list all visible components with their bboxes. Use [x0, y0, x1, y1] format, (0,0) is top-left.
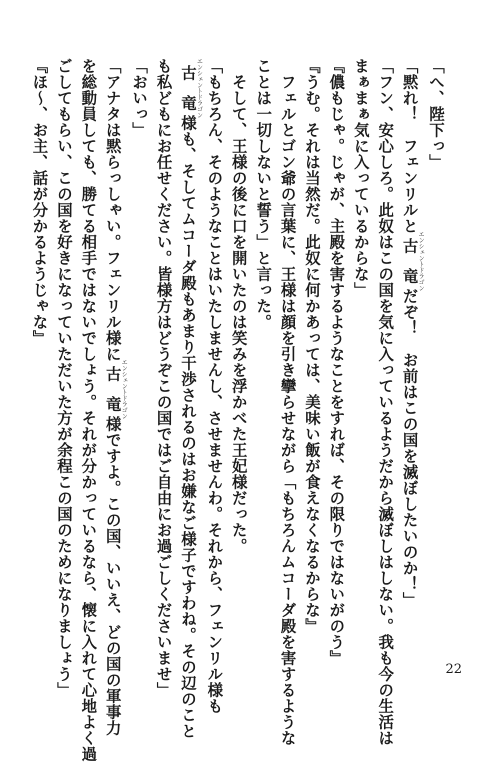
text-line-14 — [100, 58, 128, 736]
ruby-reading: エンシェントドラゴン — [120, 359, 128, 419]
text-line-8 — [251, 58, 275, 618]
line-text: ごしてもらい、この国を好きになっていただいた方が余程この国のためになりましょう」 — [54, 58, 73, 698]
line-text: 「へ、陛下っ」 — [427, 58, 445, 170]
text-line-1 — [424, 58, 448, 618]
line-text: 「おいっ」 — [130, 58, 149, 138]
text-line-9 — [226, 58, 250, 618]
line-text: 「もちろん、そのようなことはいたしませんし、させませんわ。それから、フェンリル様も — [205, 58, 224, 714]
text-line-4 — [348, 58, 372, 618]
ruby-ancient-dragon — [103, 359, 128, 419]
text-line-17 — [27, 58, 51, 618]
line-text: ことは一切しないと誓う」と言った。 — [254, 58, 273, 330]
text-line-16 — [52, 58, 76, 698]
ruby-reading: エンシェントドラゴン — [195, 58, 203, 118]
line-text: 「フン、安心しろ。此奴はこの国を気に入っているようだから滅ぼしはしない。我も今の生活は — [376, 58, 395, 746]
line-text: 『儂もじゃ。じゃが、主殿を害するようなことをすれば、その限りではないがのう』 — [327, 58, 346, 666]
ruby-base-char: 古 — [400, 231, 419, 268]
ruby-base-char: 古 — [103, 359, 122, 396]
line-text: 様ですよ。この国、いいえ、どの国の軍事力 — [103, 416, 122, 736]
text-line-2 — [397, 58, 423, 618]
text-line-10 — [202, 58, 226, 714]
text-line-5 — [324, 58, 348, 666]
ruby-reading: エンシェントドラゴン — [417, 231, 425, 291]
line-text: まぁまぁ気に入っているからな」 — [351, 58, 370, 298]
vertical-text-block — [27, 58, 448, 762]
line-text: 様も、そしてムコーダ殿もあまり干渉されるのはお嫌なご様子ですわね。その辺のこと — [178, 115, 197, 739]
ruby-ancient-dragon — [178, 58, 203, 118]
text-line-7 — [275, 58, 299, 746]
text-line-6 — [300, 58, 324, 634]
line-text: 「アナタは黙らっしゃい。フェンリル様に — [103, 58, 122, 362]
ruby-base-char: 竜 — [400, 268, 419, 291]
line-text: 「黙れ！ フェンリルと — [400, 58, 419, 234]
ruby-base-char: 竜 — [178, 95, 197, 118]
text-line-15 — [76, 58, 100, 762]
text-line-3 — [373, 58, 397, 746]
line-text: 『ほ～、お主、話が分かるようじゃな』 — [30, 58, 49, 346]
ruby-ancient-dragon — [400, 231, 425, 291]
line-text: そして、王様の後に口を開いたのは笑みを浮かべた王妃様だった。 — [229, 58, 248, 554]
ruby-base-char: 竜 — [103, 396, 122, 419]
text-line-13 — [127, 58, 151, 618]
text-line-12 — [151, 58, 175, 698]
line-text: だぞ！ お前はこの国を滅ぼしたいのか！」 — [400, 288, 419, 608]
line-text: を総動員しても、勝てる相手ではないでしょう。それが分かっているなら、懐に入れて心地よく過 — [79, 58, 98, 762]
text-line-11 — [176, 58, 203, 739]
line-text: フェルとゴン爺の言葉に、王様は顔を引き攣らせながら「もちろんムコーダ殿を害するような — [278, 58, 297, 746]
line-text: も私どもにお任せください。皆様方はどうぞこの国ではご自由にお過ごしくださいませ」 — [154, 58, 173, 698]
ruby-base-char: 古 — [178, 58, 197, 95]
line-text: 『うむ。それは当然だ。此奴に何かあっては、美味い飯が食えなくなるからな』 — [302, 58, 321, 634]
page-number: 22 — [445, 662, 462, 677]
